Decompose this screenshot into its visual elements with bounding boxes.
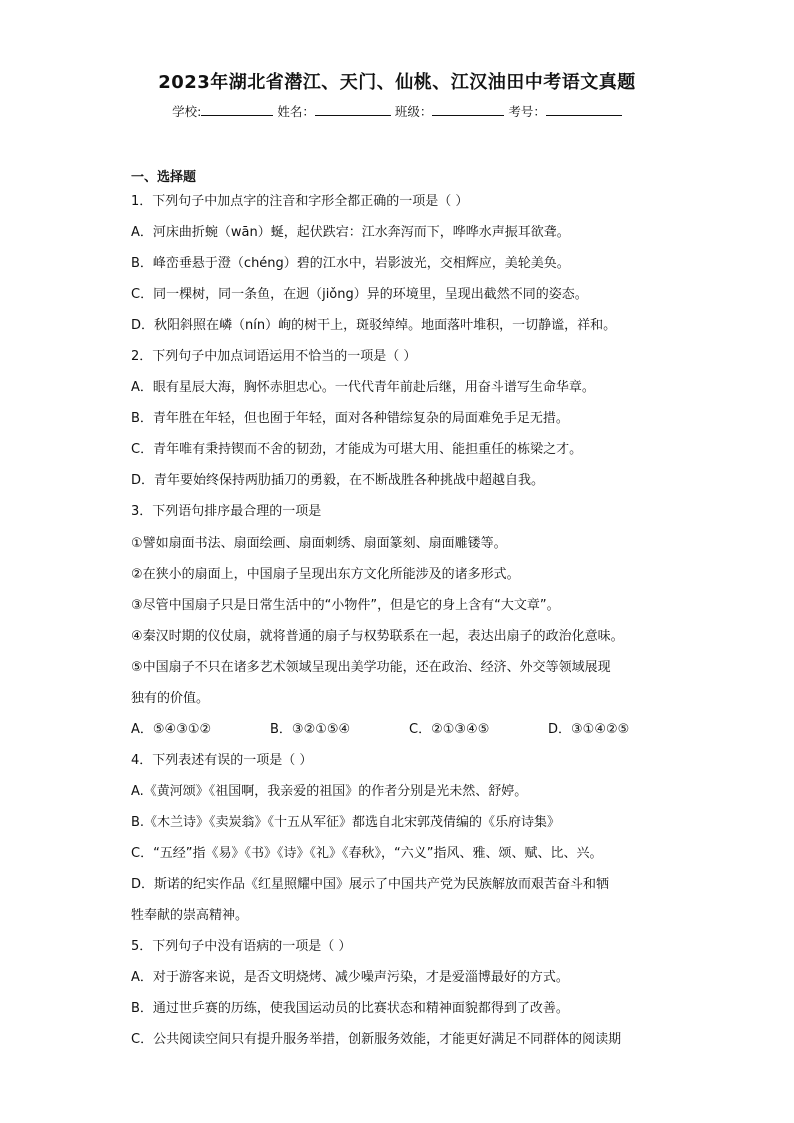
q3-sentence-4: ④秦汉时期的仪仗扇，就将普通的扇子与权势联系在一起，表达出扇子的政治化意味。 [131,629,624,644]
q3-options [131,721,629,739]
q3-sentence-5: ⑤中国扇子不只在诸多艺术领域呈现出美学功能，还在政治、经济、外交等领域展现 [131,660,611,675]
q4-option-d: D．斯诺的纪实作品《红星照耀中国》展示了中国共产党为民族解放而艰苦奋斗和牺 [131,877,610,892]
q4-option-a: A.《黄河颂》《祖国啊，我亲爱的祖国》的作者分别是光未然、舒婷。 [131,784,528,799]
q3-sentence-3: ③尽管中国扇子只是日常生活中的“小物件”，但是它的身上含有“大文章”。 [131,598,560,613]
q5-option-a: A．对于游客来说，是否文明烧烤、减少噪声污染，才是爱淄博最好的方式。 [131,970,569,985]
q4-option-c: C．“五经”指《易》《书》《诗》《礼》《春秋》，“六义”指风、雅、颂、赋、比、兴。 [131,846,603,861]
q2-option-c: C．青年唯有秉持锲而不舍的韧劲，才能成为可堪大用、能担重任的栋梁之才。 [131,442,583,457]
q3-sentence-5-cont: 独有的价值。 [131,691,210,706]
q2-option-d: D．青年要始终保持两肋插刀的勇毅，在不断战胜各种挑战中超越自我。 [131,473,545,488]
q5-option-b: B．通过世乒赛的历练，使我国运动员的比赛状态和精神面貌都得到了改善。 [131,1001,569,1016]
school-label: 学校: [172,104,202,119]
q3-option-d: D．③①④②⑤ [548,722,630,737]
class-label: 班级： [394,104,433,119]
q4-stem: 4．下列表述有误的一项是（ ） [131,753,313,768]
q3-option-c: C．②①③④⑤ [409,722,490,737]
name-blank[interactable] [315,103,391,116]
q4-option-b: B.《木兰诗》《卖炭翁》《十五从军征》都选自北宋郭茂倩编的《乐府诗集》 [131,815,561,830]
section-heading: 一、选择题 [131,170,197,185]
class-blank[interactable] [432,103,504,116]
number-label: 考号： [508,104,546,119]
q2-stem: 2．下列句子中加点词语运用不恰当的一项是（ ） [131,349,417,364]
number-blank[interactable] [546,103,622,116]
school-blank[interactable] [201,103,273,116]
q1-option-d: D．秋阳斜照在嶙（nín）峋的树干上，斑驳绰绰。地面落叶堆积，一切静谧，祥和。 [131,318,617,333]
page-title: 2023年湖北省潜江、天门、仙桃、江汉油田中考语文真题 [158,72,636,93]
q1-option-b: B．峰峦垂悬于澄（chéng）碧的江水中，岩影波光，交相辉应，美轮美奂。 [131,256,570,271]
student-info-line [0,102,794,120]
q3-option-b: B．③②①⑤④ [270,722,351,737]
q1-option-c: C．同一棵树，同一条鱼，在迥（jiǒng）异的环境里，呈现出截然不同的姿态。 [131,287,588,302]
q4-option-d-cont: 牲奉献的崇高精神。 [131,908,249,923]
q3-stem: 3．下列语句排序最合理的一项是 [131,504,322,519]
q3-option-a: A．⑤④③①② [131,722,212,737]
q3-sentence-1: ①譬如扇面书法、扇面绘画、扇面刺绣、扇面篆刻、扇面雕镂等。 [131,536,507,551]
q5-option-c: C．公共阅读空间只有提升服务举措，创新服务效能，才能更好满足不同群体的阅读期 [131,1032,622,1047]
q1-stem: 1．下列句子中加点字的注音和字形全都正确的一项是（ ） [131,194,469,209]
q1-option-a: A．河床曲折蜿（wān）蜒，起伏跌宕：江水奔泻而下，哗哗水声振耳欲聋。 [131,225,570,240]
q3-sentence-2: ②在狭小的扇面上，中国扇子呈现出东方文化所能涉及的诸多形式。 [131,567,520,582]
q2-option-a: A．眼有星辰大海，胸怀赤胆忠心。一代代青年前赴后继，用奋斗谱写生命华章。 [131,380,595,395]
q2-option-b: B．青年胜在年轻，但也囿于年轻，面对各种错综复杂的局面难免手足无措。 [131,411,569,426]
q5-stem: 5．下列句子中没有语病的一项是（ ） [131,939,352,954]
name-label: 姓名： [277,104,315,119]
